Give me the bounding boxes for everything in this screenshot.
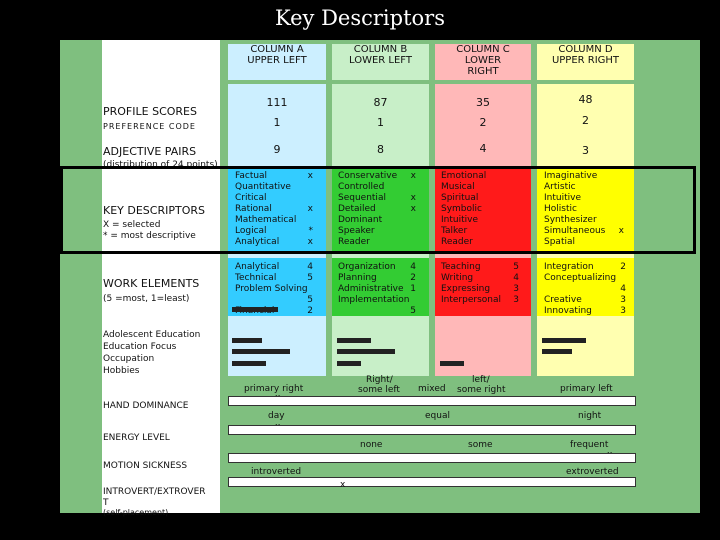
bar-c-hobbies — [440, 361, 464, 366]
list-item: Intuitive — [544, 193, 581, 203]
introverted-label: introverted — [251, 467, 302, 477]
list-item: Organization 4 — [338, 262, 416, 272]
list-item: Synthesizer — [544, 215, 597, 225]
preference-code-c: 2 — [479, 116, 487, 129]
column-c-hobbies — [435, 332, 531, 376]
list-item: Implementation — [338, 295, 410, 305]
key-descriptors-label: KEY DESCRIPTORS — [103, 204, 205, 217]
list-item: Conservative x — [338, 171, 416, 181]
hobbies-label: Hobbies — [103, 366, 140, 376]
list-item: Creative 3 — [544, 295, 626, 305]
list-item: Simultaneous x — [544, 226, 624, 236]
preference-code-b: 1 — [377, 116, 384, 129]
introvert-extrovert-label-cont: T — [103, 498, 109, 508]
list-item: Mathematical — [235, 215, 297, 225]
bar-a-education — [232, 338, 262, 343]
bar-a-hobbies — [232, 361, 266, 366]
list-item: Holistic — [544, 204, 577, 214]
energy-night: night — [578, 411, 602, 421]
energy-day: day — [268, 411, 285, 421]
adjective-pairs-b: 8 — [377, 143, 384, 156]
list-item: Critical — [235, 193, 267, 203]
list-item: Factual x — [235, 171, 313, 181]
profile-score-d: 48 — [578, 93, 593, 106]
list-item: 5 — [307, 295, 313, 305]
profile-score-a: 111 — [266, 96, 288, 109]
list-item: Musical — [441, 182, 475, 192]
motion-some: some — [468, 440, 493, 450]
bar-a-occupation — [232, 349, 290, 354]
column-c-header: COLUMN C LOWER RIGHT — [435, 44, 531, 80]
energy-equal: equal — [425, 411, 450, 421]
column-d-header: COLUMN D UPPER RIGHT — [537, 44, 634, 80]
preference-code-a: 1 — [273, 116, 281, 129]
adjective-pairs-c: 4 — [479, 142, 487, 155]
list-item: Dominant — [338, 215, 383, 225]
hand-dominance-label: HAND DOMINANCE — [103, 401, 189, 411]
list-item: Analytical 4 — [235, 262, 313, 272]
work-scale-note: (5 =most, 1=least) — [103, 294, 190, 304]
energy-level-scale[interactable] — [228, 425, 636, 435]
list-item: 5 — [410, 306, 416, 316]
introvert-extrovert-scale[interactable] — [228, 477, 636, 487]
list-item: Writing 4 — [441, 273, 519, 283]
profile-scores-label: PROFILE SCORES — [103, 105, 197, 118]
adjective-pairs-a: 9 — [273, 143, 281, 156]
list-item: Intuitive — [441, 215, 478, 225]
introvert-extrovert-label: INTROVERT/EXTROVER — [103, 487, 206, 497]
profile-score-b: 87 — [373, 96, 388, 109]
list-item: Planning 2 — [338, 273, 416, 283]
adjective-pairs-d: 3 — [582, 144, 589, 157]
list-item: Emotional — [441, 171, 487, 181]
list-item: Controlled — [338, 182, 385, 192]
list-item: Artistic — [544, 182, 576, 192]
selected-legend: X = selected — [103, 220, 161, 230]
hand-some-right: some right — [457, 385, 506, 395]
list-item: Reader — [441, 237, 473, 247]
hand-primary-right: primary right — [244, 384, 304, 394]
hand-primary-left: primary left — [560, 384, 613, 394]
list-item: Talker — [441, 226, 468, 236]
bar-d-occupation — [542, 349, 572, 354]
list-item: Imaginative — [544, 171, 598, 181]
bar-a-adolescent — [232, 307, 278, 312]
bar-d-education — [542, 338, 586, 343]
key-descriptors-highlight-frame — [60, 166, 696, 254]
introvert-mark: x — [340, 480, 346, 490]
list-item: Detailed x — [338, 204, 416, 214]
work-d-list — [544, 262, 628, 317]
list-item: Integration 2 — [544, 262, 626, 272]
list-item: Quantitative — [235, 182, 291, 192]
list-item: Symbolic — [441, 204, 482, 214]
page-title: Key Descriptors — [275, 6, 445, 30]
motion-frequent: frequent — [570, 440, 609, 450]
list-item: Spiritual — [441, 193, 479, 203]
list-item: Conceptualizing — [544, 273, 617, 283]
hand-mixed: mixed — [418, 384, 446, 394]
list-item: Logical * — [235, 226, 313, 236]
adjective-pairs-label: ADJECTIVE PAIRS — [103, 145, 197, 158]
bar-b-hobbies — [337, 361, 361, 366]
list-item: 2 — [307, 306, 313, 316]
hand-dominance-scale[interactable] — [228, 396, 636, 406]
motion-none: none — [360, 440, 383, 450]
list-item: Teaching 5 — [441, 262, 519, 272]
adolescent-education-label: Adolescent Education — [103, 330, 201, 340]
list-item: Analytical x — [235, 237, 313, 247]
list-item: Reader — [338, 237, 370, 247]
motion-sickness-label: MOTION SICKNESS — [103, 461, 188, 471]
list-item: Sequential x — [338, 193, 416, 203]
list-item: Technical 5 — [235, 273, 313, 283]
list-item: Innovating 3 — [544, 306, 626, 316]
self-placement-note: (self-placement) — [103, 508, 169, 517]
motion-sickness-scale[interactable] — [228, 453, 636, 463]
list-item: 4 — [620, 284, 626, 294]
bar-b-occupation — [337, 349, 395, 354]
list-item: Administrative 1 — [338, 284, 416, 294]
hand-right-some-left: Right/ — [366, 375, 393, 385]
extroverted-label: extroverted — [566, 467, 619, 477]
work-b-list — [338, 262, 418, 317]
list-item: Rational x — [235, 204, 313, 214]
list-item: Spatial — [544, 237, 575, 247]
column-a-header: COLUMN A UPPER LEFT — [228, 44, 326, 80]
occupation-label: Occupation — [103, 354, 155, 364]
adjective-note: (distribution of 24 points) — [103, 160, 218, 170]
preference-code-d: 2 — [582, 114, 589, 127]
column-b-header: COLUMN B LOWER LEFT — [332, 44, 429, 80]
hand-some-left: some left — [358, 385, 400, 395]
profile-score-c: 35 — [476, 96, 490, 109]
education-focus-label: Education Focus — [103, 342, 177, 352]
work-c-list — [441, 262, 521, 306]
list-item: Speaker — [338, 226, 375, 236]
bar-b-education — [337, 338, 371, 343]
preference-code-label: PREFERENCE CODE — [103, 122, 196, 131]
energy-level-label: ENERGY LEVEL — [103, 433, 170, 443]
list-item: Expressing 3 — [441, 284, 519, 294]
most-descriptive-legend: * = most descriptive — [103, 231, 196, 241]
hand-left-some-right: left/ — [472, 375, 490, 385]
list-item: Problem Solving — [235, 284, 308, 294]
work-elements-label: WORK ELEMENTS — [103, 277, 200, 290]
list-item: Interpersonal 3 — [441, 295, 519, 305]
